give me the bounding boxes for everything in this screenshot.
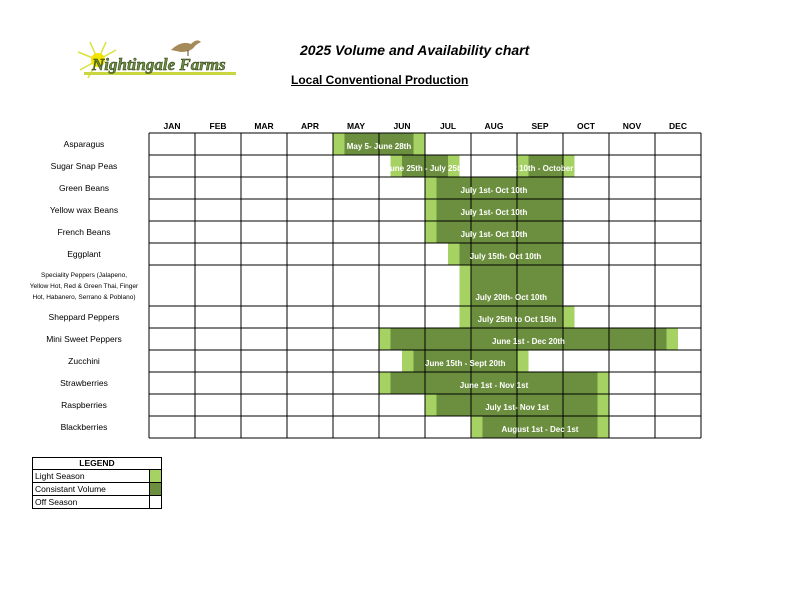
bar-range-label: June 15th - Sept 20th	[425, 359, 506, 368]
legend-item-off	[33, 496, 161, 508]
row-label: Blackberries	[60, 422, 108, 432]
month-label: MAY	[346, 121, 366, 131]
legend-label: Light Season	[35, 471, 85, 481]
month-label: NOV	[622, 121, 642, 131]
row-label: Mini Sweet Peppers	[46, 334, 122, 344]
row-label: Speciality Peppers (Jalapeno, Yellow Hot, Red & Green Thai, Finger Hot, Habanero, Serrano & Poblano)	[29, 272, 139, 301]
bar-range-label: June 1st - Nov 1st	[459, 381, 529, 390]
row-label: Green Beans	[58, 183, 110, 193]
bar-range-label: July 15th- Oct 10th	[469, 252, 542, 261]
bar-light	[667, 328, 679, 350]
legend-swatch-off	[149, 496, 161, 508]
month-label: DEC	[669, 121, 687, 131]
bar-range-label: July 20th- Oct 10th	[475, 293, 548, 302]
bar-range-label: July 1st- Nov 1st	[485, 403, 549, 412]
month-label: OCT	[577, 121, 595, 131]
row-label: Strawberries	[60, 378, 108, 388]
legend-item-light	[33, 470, 161, 483]
row-label: Sheppard Peppers	[48, 312, 120, 322]
month-label: AUG	[484, 121, 504, 131]
legend-title: LEGEND	[33, 458, 161, 470]
bar-light	[379, 372, 391, 394]
bar-range-label: July 25th to Oct 15th	[477, 315, 557, 324]
row-label: French Beans	[57, 227, 111, 237]
month-label: FEB	[209, 121, 227, 131]
bar-light	[425, 394, 437, 416]
month-label: JUL	[439, 121, 457, 131]
month-label: JAN	[163, 121, 181, 131]
bar-light	[379, 328, 391, 350]
bar-range-label: August 1st - Dec 1st	[501, 425, 579, 434]
row-label: Sugar Snap Peas	[50, 161, 118, 171]
legend-swatch-light	[149, 470, 161, 482]
logo-text: Nightingale Farms	[92, 55, 226, 74]
legend	[32, 457, 162, 509]
row-label: Zucchini	[68, 356, 100, 366]
legend-item-consistent	[33, 483, 161, 496]
bar-range-label: Sept 10th - October 10th	[499, 164, 592, 173]
month-label: JUN	[393, 121, 411, 131]
page-subtitle: Local Conventional Production	[291, 73, 469, 87]
bar-light	[598, 372, 610, 394]
legend-swatch-consistent	[149, 483, 161, 495]
month-label: APR	[301, 121, 319, 131]
bar-range-label: July 1st- Oct 10th	[460, 186, 528, 195]
page-title: 2025 Volume and Availability chart	[300, 42, 530, 58]
bar-range-label: June 1st - Dec 20th	[492, 337, 565, 346]
legend-label: Consistant Volume	[35, 484, 106, 494]
bar-light	[598, 394, 610, 416]
month-label: SEP	[531, 121, 549, 131]
bar-range-label: July 1st- Oct 10th	[460, 208, 528, 217]
bar-range-label: May 5- June 28th	[346, 142, 412, 151]
row-label: Yellow wax Beans	[49, 205, 119, 215]
row-label: Raspberries	[61, 400, 107, 410]
month-label: MAR	[254, 121, 274, 131]
legend-label: Off Season	[35, 497, 78, 507]
row-label: Asparagus	[63, 139, 105, 149]
bar-range-label: July 1st- Oct 10th	[460, 230, 528, 239]
bar-range-label: June 25th - July 25th	[385, 164, 465, 173]
row-label: Eggplant	[67, 249, 101, 259]
